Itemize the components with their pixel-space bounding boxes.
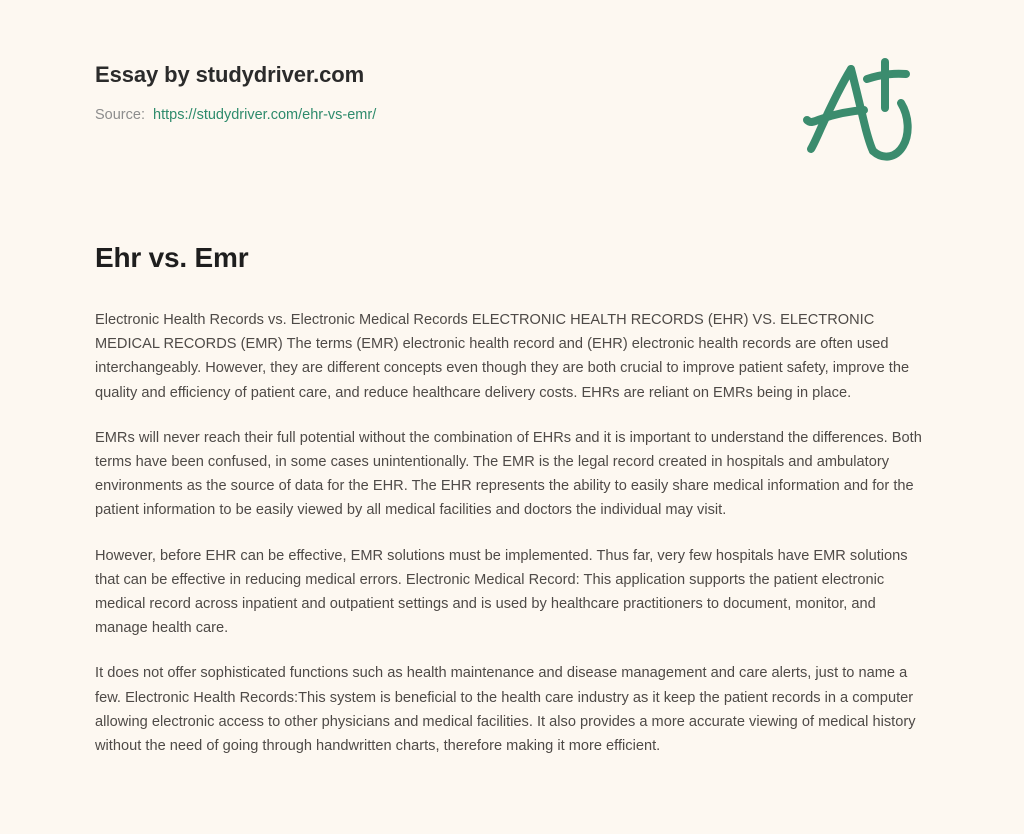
paragraph: It does not offer sophisticated functions such as health maintenance and disease management and care alerts, just to name a few. Electronic Health Records:This system is beneficial to the health care industry as it keep the patient records in a computer allowing electronic access to other physicians and medical facilities. It also provides a more accurate viewing of medical history without the need of going through handwritten charts, therefore making it more efficient.	[95, 665, 916, 755]
byline: Essay by studydriver.com	[95, 62, 365, 87]
a-plus-logo-icon	[789, 48, 929, 168]
paragraph: Electronic Health Records vs. Electronic Medical Records ELECTRONIC HEALTH RECORDS (EHR) VS. ELECTRONIC MEDICAL RECORDS (EMR) The terms (EMR) electronic health record and (EHR) electronic health records are often used interchangeably. However, they are different concepts even though they are both crucial to improve patient safety, improve the quality and efficiency of patient care, and reduce healthcare delivery costs. EHRs are reliant on EMRs being in place.	[95, 312, 910, 401]
paragraph: EMRs will never reach their full potential without the combination of EHRs and it is important to understand the differences. Both terms have been confused, in some cases unintentionally. The EMR is the legal record created in hospitals and ambulatory environments as the source of data for the EHR. The EHR represents the ability to easily share medical information and for the patient information to be easily viewed by all medical facilities and doctors the individual may visit.	[95, 429, 922, 519]
article-body	[95, 275, 929, 758]
source-label: Source:	[95, 107, 145, 124]
page-title: Ehr vs. Emr	[95, 242, 249, 273]
source-url-link[interactable]: https://studydriver.com/ehr-vs-emr/	[153, 107, 377, 124]
paragraph: However, before EHR can be effective, EMR solutions must be implemented. Thus far, very few hospitals have EMR solutions that can be effective in reducing medical errors. Electronic Medical Record: This application supports the patient electronic medical record across inpatient and outpatient settings and is used by healthcare practitioners to document, monitor, and manage health care.	[95, 547, 908, 637]
page-header	[95, 0, 929, 124]
